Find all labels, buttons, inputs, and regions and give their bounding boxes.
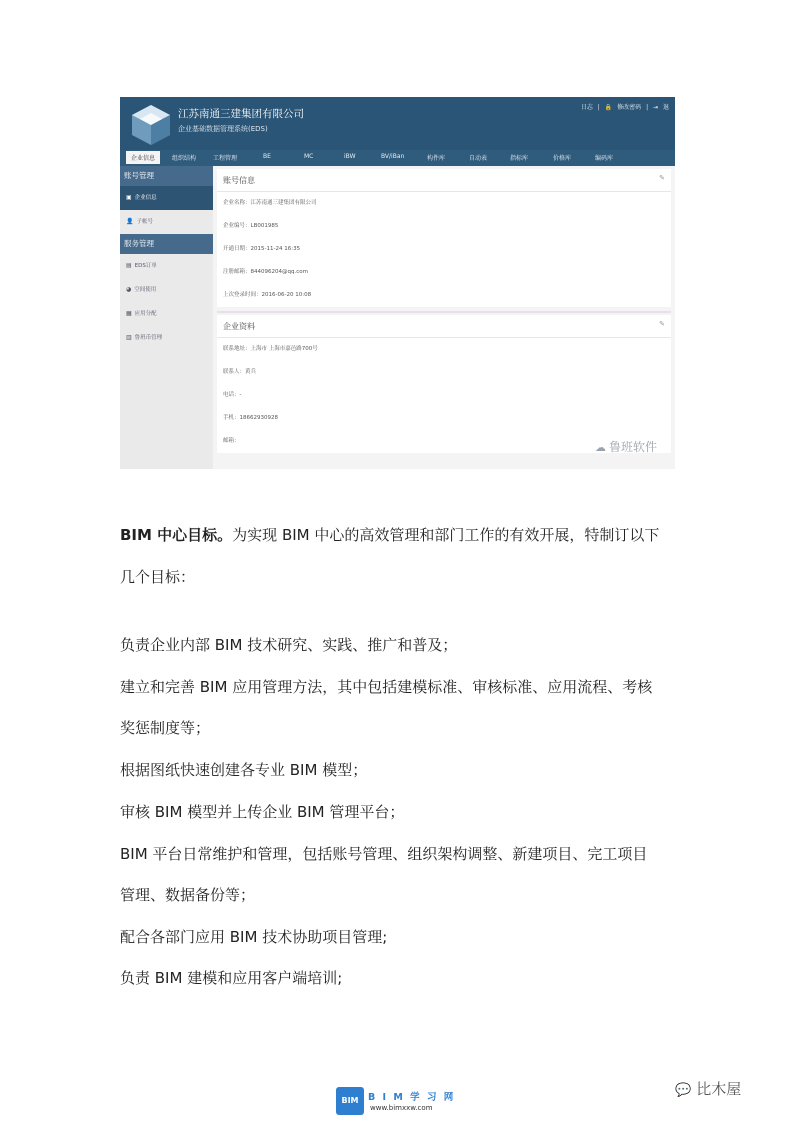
info-row: 电话：- (223, 392, 242, 398)
account-info-panel (217, 169, 671, 307)
info-row: 手机：18662930928 (223, 415, 278, 421)
list-item: 管理、数据备份等； (120, 886, 256, 904)
header-links (578, 102, 669, 111)
info-row: 上次登录时间：2016-06-20 10:08 (223, 292, 312, 298)
sidebar (120, 166, 213, 469)
tab-bv-iban[interactable]: BV/iBan (381, 153, 405, 160)
separator: | (597, 104, 600, 111)
footer-brand: B I M 学 习 网 (368, 1092, 456, 1103)
list-item: 配合各部门应用 BIM 技术协助项目管理; (120, 928, 388, 946)
watermark (595, 438, 657, 455)
tab-codes[interactable]: 编码库 (595, 155, 614, 162)
list-item: 负责企业内部 BIM 技术研究、实践、推广和普及； (120, 636, 458, 654)
main-content (217, 169, 671, 457)
wechat-account (675, 1078, 741, 1099)
logout-link[interactable]: 退 (662, 104, 669, 111)
watermark-text: 鲁班软件 (608, 440, 657, 454)
tab-mc[interactable]: MC (304, 153, 314, 160)
goal-paragraph (120, 524, 680, 545)
tab-auto-table[interactable]: 自动表 (469, 155, 488, 162)
tab-projects[interactable]: 工程管理 (213, 155, 238, 162)
log-link[interactable]: 日志 (580, 104, 593, 111)
panel-title: 企业资料 (217, 315, 671, 338)
tab-prices[interactable]: 价格库 (553, 155, 572, 162)
footer-url: www.bimxxw.com (370, 1104, 433, 1112)
watermark-icon: ☁ (594, 441, 606, 454)
tab-be[interactable]: BE (263, 153, 271, 160)
tab-indicators[interactable]: 指标库 (510, 155, 529, 162)
app-header (120, 97, 675, 150)
tab-ibw[interactable]: iBW (344, 153, 356, 160)
goal-intro-cont: 几个目标： (120, 568, 196, 586)
list-item: 负责 BIM 建模和应用客户端培训; (120, 969, 343, 987)
sidebar-item-coins[interactable] (120, 326, 213, 350)
info-row: 企业编号：LB001985 (223, 223, 279, 229)
change-password-link[interactable]: 修改密码 (617, 104, 642, 111)
sidebar-item-app-allocation[interactable] (120, 302, 213, 326)
tab-org[interactable]: 组织结构 (172, 155, 197, 162)
lock-icon: 🔒 (604, 104, 613, 111)
sidebar-item-label: 应用分配 (134, 311, 157, 317)
info-row: 注册邮箱：844096204@qq.com (223, 269, 308, 275)
sidebar-item-space-usage[interactable] (120, 278, 213, 302)
app-icon: ▦ (126, 310, 132, 317)
wechat-name: 比木屋 (696, 1080, 742, 1098)
info-row: 联系地址：上海市 上海市嘉邑路700号 (223, 346, 318, 352)
list-item: 建立和完善 BIM 应用管理方法，其中包括建模标准、审核标准、应用流程、考核 (120, 678, 653, 696)
sidebar-item-label: 空间使用 (134, 287, 157, 293)
info-row: 开通日期：2015-11-24 16:35 (223, 246, 301, 252)
sidebar-item-subaccount[interactable] (120, 210, 213, 234)
list-item: 审核 BIM 模型并上传企业 BIM 管理平台； (120, 803, 405, 821)
info-row: 企业名称：江苏南通三建集团有限公司 (223, 200, 317, 206)
wechat-icon: 💬 (675, 1083, 692, 1098)
edit-icon[interactable]: ✎ (659, 174, 665, 182)
sidebar-account-title: 账号管理 (120, 166, 213, 186)
sidebar-item-label: 鲁班币管理 (134, 335, 163, 341)
list-item: 根据图纸快速创建各专业 BIM 模型； (120, 761, 368, 779)
sidebar-item-company-info[interactable] (120, 186, 213, 210)
company-name: 江苏南通三建集团有限公司 (178, 108, 304, 120)
user-icon: 👤 (126, 218, 134, 225)
sidebar-item-label: 子帐号 (136, 219, 153, 225)
tab-company-info[interactable]: 企业信息 (126, 151, 160, 164)
separator: | (646, 104, 649, 111)
logout-icon: ⇥ (653, 104, 659, 111)
divider (217, 311, 671, 313)
tab-components[interactable]: 构件库 (427, 155, 446, 162)
pie-icon: ◕ (126, 286, 132, 293)
info-row: 联系人：黄兵 (223, 369, 257, 375)
sidebar-item-label: EDS订单 (134, 263, 157, 269)
sidebar-item-label: 企业信息 (134, 195, 157, 201)
cube-logo-icon (126, 101, 176, 147)
main-nav (120, 150, 675, 166)
document-icon: ▣ (126, 194, 132, 201)
order-icon: ▤ (126, 262, 132, 269)
panel-title: 账号信息 (217, 169, 671, 192)
bim-logo: BIM (336, 1087, 364, 1115)
sidebar-item-eds-orders[interactable] (120, 254, 213, 278)
list-item: 奖惩制度等； (120, 719, 211, 737)
software-screenshot (120, 97, 675, 469)
company-profile-panel (217, 315, 671, 453)
edit-icon[interactable]: ✎ (659, 320, 665, 328)
sidebar-service-title: 服务管理 (120, 234, 213, 254)
goal-heading: BIM 中心目标。 (120, 526, 233, 544)
list-item: BIM 平台日常维护和管理，包括账号管理、组织架构调整、新建项目、完工项目 (120, 845, 648, 863)
system-name: 企业基础数据管理系统(EDS) (178, 125, 268, 133)
info-row: 邮箱： (223, 438, 240, 444)
coin-icon: ▥ (126, 334, 132, 341)
goal-intro: 为实现 BIM 中心的高效管理和部门工作的有效开展，特制订以下 (232, 526, 660, 544)
